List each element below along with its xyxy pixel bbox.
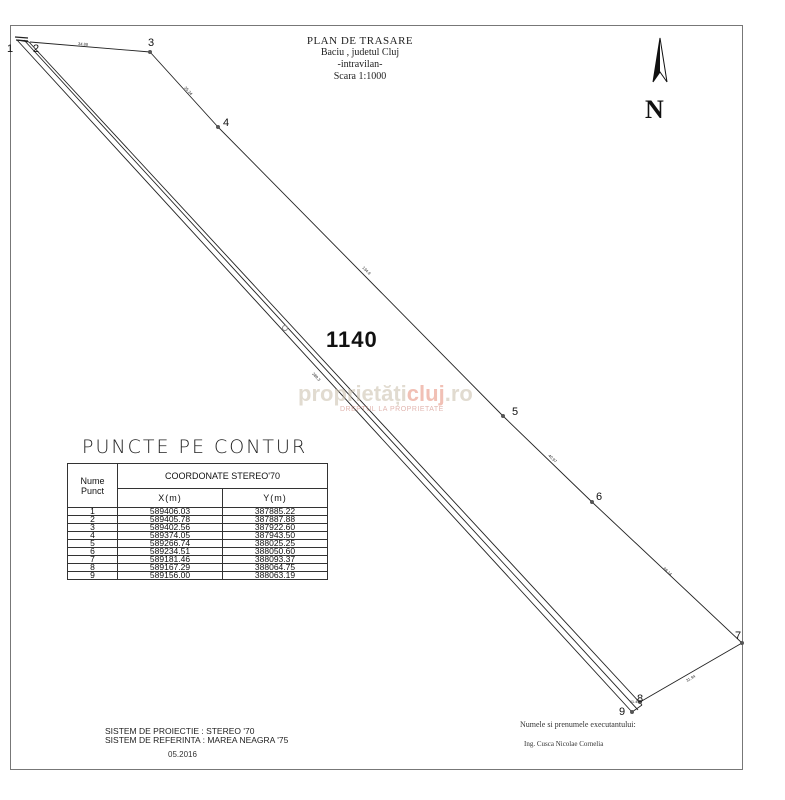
watermark-brand-suffix: .ro: [444, 381, 473, 406]
col-header-group: COORDONATE STEREO'70: [118, 464, 328, 489]
cell-x: 589167.29: [118, 564, 223, 572]
cell-x: 589405.78: [118, 516, 223, 524]
distance-label-4-5: 134.9: [361, 265, 372, 276]
table-row: [68, 572, 328, 580]
watermark-logo: [298, 381, 473, 407]
distance-label-7-8: 31.94: [685, 673, 697, 683]
cell-id: 1: [68, 508, 118, 516]
marker-point-4: [216, 125, 220, 129]
north-arrow-icon: [653, 38, 667, 82]
plan-date: 05.2016: [168, 750, 197, 759]
marker-point-5: [501, 414, 505, 418]
point-label-6: 6: [596, 491, 603, 503]
col-header-x: X(m): [118, 489, 223, 508]
point-label-1: 1: [7, 43, 14, 55]
cell-id: 2: [68, 516, 118, 524]
boundary-1-9-a: [17, 40, 632, 712]
cell-y: 388050.60: [223, 548, 328, 556]
col-header-y: Y(m): [223, 489, 328, 508]
cell-x: 589266.74: [118, 540, 223, 548]
cell-y: 387922.60: [223, 524, 328, 532]
col-header-point: Nume Punct: [68, 464, 118, 508]
watermark-tagline: DREPTUL LA PROPRIETATE: [340, 406, 444, 413]
cell-y: 388093.37: [223, 556, 328, 564]
cell-id: 5: [68, 540, 118, 548]
plan-header: [260, 35, 460, 83]
projection-system: SISTEM DE PROIECTIE : STEREO '70: [105, 726, 255, 736]
distance-label-6-7: 68.14: [662, 566, 674, 577]
watermark-brand-highlight: cluj: [406, 381, 445, 406]
point-label-8: 8: [637, 693, 644, 705]
cell-x: 589374.05: [118, 532, 223, 540]
reference-system: SISTEM DE REFERINTA : MAREA NEAGRA '75: [105, 735, 289, 745]
boundary-1-9-c: [29, 42, 642, 705]
cell-y: 387887.88: [223, 516, 328, 524]
table-title: PUNCTE PE CONTUR: [82, 436, 308, 458]
cell-y: 388025.25: [223, 540, 328, 548]
cell-x: 589406.03: [118, 508, 223, 516]
point-label-4: 4: [223, 117, 230, 129]
cell-y: 388063.19: [223, 572, 328, 580]
executant-label: Numele si prenumele executantului:: [520, 720, 636, 729]
cell-id: 6: [68, 548, 118, 556]
boundary-4-5: [218, 127, 503, 416]
plan-location: Baciu , judetul Cluj: [320, 47, 400, 58]
plan-zone: -intravilan-: [337, 59, 383, 70]
cell-x: 589234.51: [118, 548, 223, 556]
cell-x: 589156.00: [118, 572, 223, 580]
cell-id: 4: [68, 532, 118, 540]
coordinate-system-info: [105, 727, 288, 745]
point-label-9: 9: [619, 706, 626, 718]
plan-scale: Scara 1:1000: [333, 71, 387, 82]
distance-label-2-3: 34.88: [77, 41, 89, 47]
boundary-3-4: [150, 52, 218, 127]
cell-y: 387885.22: [223, 508, 328, 516]
marker-mid: [283, 326, 288, 331]
boundary-2-3: [30, 42, 150, 52]
distance-label-1-9: 289.3: [311, 371, 322, 383]
coordinates-table: [67, 463, 328, 580]
cell-id: 7: [68, 556, 118, 564]
distance-label-8-9: 11.40: [630, 699, 640, 704]
marker-point-9: [630, 710, 634, 714]
distance-label-3-4: 35.34: [183, 85, 194, 97]
parcel-area-label: 1140: [326, 327, 378, 352]
point-label-2: 2: [33, 43, 40, 55]
boundary-7-8: [640, 643, 742, 702]
watermark-brand-main: proprietăți: [298, 381, 407, 406]
distance-label-5-6: 40.97: [547, 453, 558, 464]
executant-name: Ing. Cusca Nicolae Cornelia: [524, 740, 604, 748]
cell-x: 589181.46: [118, 556, 223, 564]
cell-id: 9: [68, 572, 118, 580]
point-label-3: 3: [148, 37, 155, 49]
plan-title: PLAN DE TRASARE: [306, 35, 414, 47]
boundary-5-6: [503, 416, 592, 502]
boundary-1-9-b: [24, 40, 638, 710]
marker-point-3: [148, 50, 152, 54]
cell-x: 589402.56: [118, 524, 223, 532]
cell-id: 8: [68, 564, 118, 572]
marker-point-6: [590, 500, 594, 504]
cell-y: 387943.50: [223, 532, 328, 540]
cell-y: 388064.75: [223, 564, 328, 572]
point-label-5: 5: [512, 406, 519, 418]
north-label: N: [645, 95, 664, 124]
cell-id: 3: [68, 524, 118, 532]
point-label-7: 7: [735, 630, 742, 642]
